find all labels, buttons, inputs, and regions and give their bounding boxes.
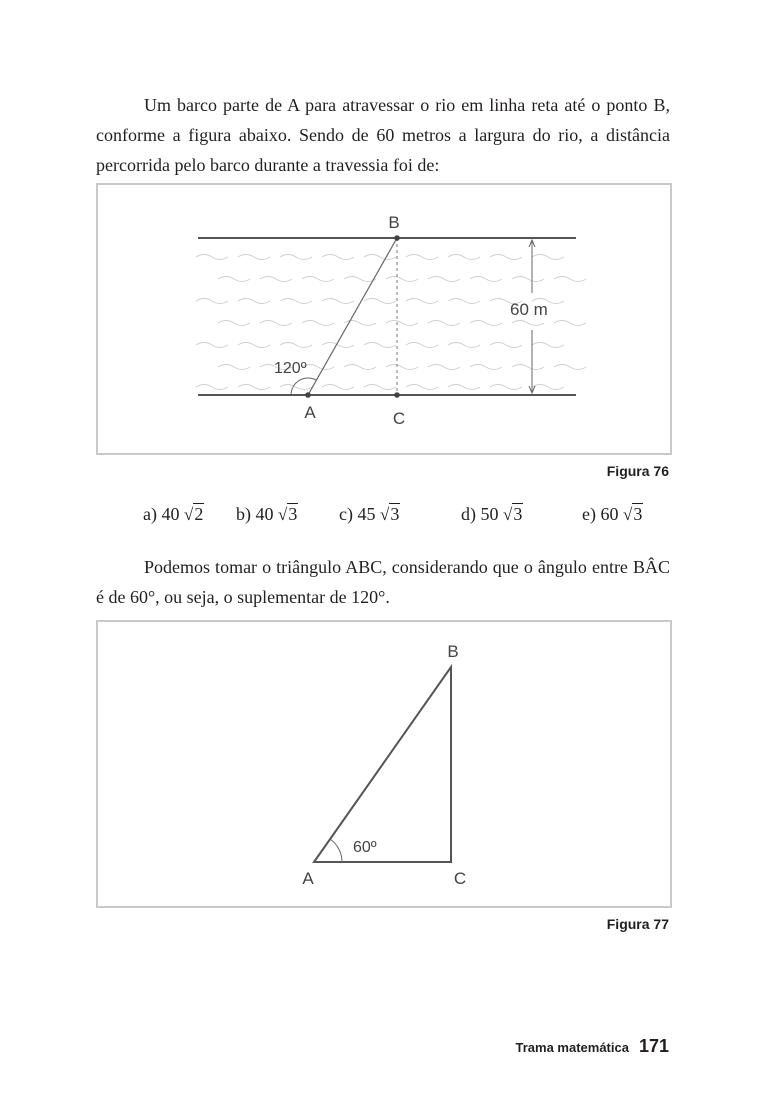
page-number: 171 (638, 1036, 669, 1056)
boat-path-line (308, 238, 397, 395)
water-waves (196, 255, 586, 390)
option-d: d) 50 √3 (461, 504, 523, 524)
page-footer (516, 1036, 670, 1057)
book-title: Trama matemática (515, 1040, 629, 1055)
point-a (305, 392, 311, 398)
angle-label-120: 120º (274, 360, 307, 377)
river-crossing-diagram (98, 185, 670, 453)
point-b (394, 235, 400, 241)
problem-statement (96, 90, 670, 180)
width-label: 60 m (510, 300, 548, 319)
solution-text: Podemos tomar o triângulo ABC, considerando que o ângulo entre BÂC é de 60°, ou seja, o suplementar de 120°. (96, 557, 670, 607)
option-a: a) 40 √2 (143, 504, 204, 524)
point-c (394, 392, 400, 398)
label-b: B (388, 213, 400, 232)
triangle-abc (314, 667, 451, 862)
angle-label-60: 60º (353, 839, 377, 856)
problem-text: Um barco parte de A para atravessar o rio em linha reta até o ponto B, conforme a figura abaixo. Sendo de 60 metros a largura do rio, a distância percorrida pelo barco durante a travessia foi de: (96, 95, 670, 175)
label-c: C (392, 409, 406, 428)
label-a: A (304, 403, 316, 422)
angle-arc-60 (330, 839, 342, 862)
option-c: c) 45 √3 (339, 504, 400, 524)
label-c: C (453, 869, 467, 888)
label-a: A (302, 869, 314, 888)
triangle-abc-diagram (98, 622, 670, 906)
figure-77-caption: Figura 77 (606, 916, 669, 932)
label-b: B (447, 642, 459, 661)
figure-76-caption: Figura 76 (606, 463, 669, 479)
option-e: e) 60 √3 (582, 504, 643, 524)
solution-statement (96, 552, 670, 612)
option-b: b) 40 √3 (236, 504, 298, 524)
figure-76 (96, 183, 672, 455)
figure-77 (96, 620, 672, 908)
